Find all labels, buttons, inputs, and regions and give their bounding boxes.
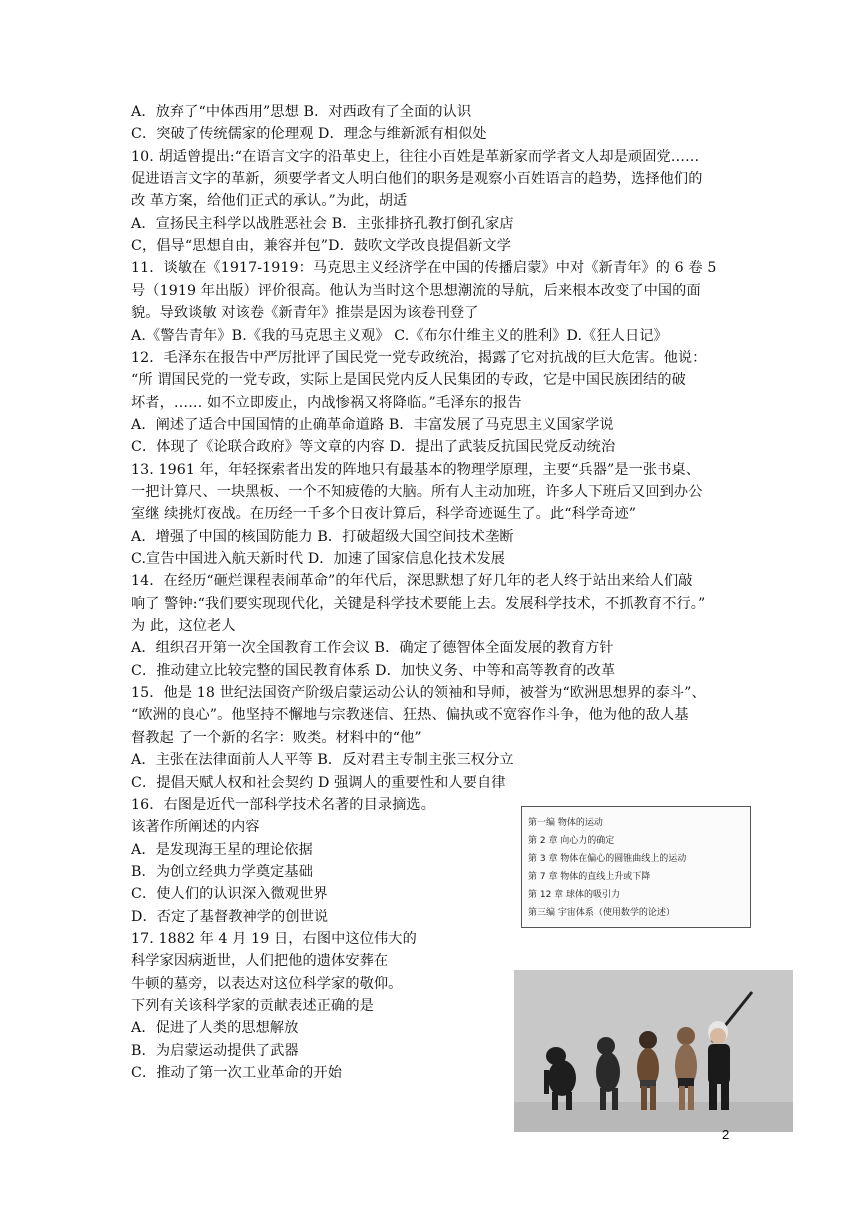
text-line: B．为启蒙运动提供了武器 <box>131 1042 299 1059</box>
toc-excerpt-box <box>521 806 751 928</box>
text-line: 响了 警钟:“我们要实现现代化，关键是科学技术要能上去。发展科学技术，不抓教育不行。” <box>131 595 706 612</box>
text-line: 貌。导致谈敏 对该卷《新青年》推崇是因为该卷刊登了 <box>131 305 479 322</box>
text-line: 12．毛泽东在报告中严厉批评了国民党一党专政统治，揭露了它对抗战的巨大危害。他说： <box>131 349 707 366</box>
text-line: 改 革方案，给他们正式的承认。”为此，胡适 <box>131 193 408 210</box>
text-line: 10. 胡适曾提出:“在语言文字的沿革史上，往往小百姓是革新家而学者文人却是顽固党…… <box>131 148 700 165</box>
text-line: C．推动了第一次工业革命的开始 <box>131 1065 342 1082</box>
toc-line: 第 2 章 向心力的确定 <box>528 836 615 846</box>
text-line: 为 此，这位老人 <box>131 618 236 635</box>
page-number: 2 <box>722 1127 730 1142</box>
text-line: C．体现了《论联合政府》等文章的内容 D．提出了武装反抗国民党反动统治 <box>131 439 616 456</box>
text-line: C.宣告中国进入航天新时代 D．加速了国家信息化技术发展 <box>131 551 506 567</box>
text-line: 11．谈敏在《1917-1919：马克思主义经济学在中国的传播启蒙》中对《新青年》的 6 卷 5 <box>131 260 717 277</box>
text-line: A．促进了人类的思想解放 <box>131 1020 299 1037</box>
text-line: 15．他是 18 世纪法国资产阶级启蒙运动公认的领袖和导师，被誉为“欧洲思想界的泰斗”、 <box>131 685 706 702</box>
text-line: 室继 续挑灯夜战。在历经一千多个日夜计算后，科学奇迹诞生了。此“科学奇迹” <box>131 506 637 523</box>
text-line: 该著作所阐述的内容 <box>131 819 260 836</box>
text-line: C，倡导“思想自由，兼容并包”D．鼓吹文学改良提倡新文学 <box>131 238 512 255</box>
toc-line: 第三编 宇宙体系（使用数学的论述） <box>528 908 675 918</box>
toc-line: 第 3 章 物体在偏心的圆锥曲线上的运动 <box>528 854 687 864</box>
text-line: A．是发现海王星的理论依据 <box>131 841 313 858</box>
text-line: “欧洲的良心”。他坚持不懈地与宗教迷信、狂热、偏执或不宽容作斗争，他为他的敌人基 <box>131 707 689 724</box>
text-line: 16．右图是近代一部科学技术名著的目录摘选。 <box>131 796 436 813</box>
text-line: A．主张在法律面前人人平等 B．反对君主专制主张三权分立 <box>131 752 514 769</box>
text-line: 17. 1882 年 4 月 19 日，右图中这位伟大的 <box>131 930 417 947</box>
text-line: 促进语言文字的革新，须要学者文人明白他们的职务是观察小百姓语言的趋势，选择他们的 <box>131 171 703 188</box>
text-line: A．阐述了适合中国国情的止确革命道路 B．丰富发展了马克思主义国家学说 <box>131 416 614 433</box>
text-line: C．使人们的认识深入微观世界 <box>131 886 328 903</box>
text-line: “所 谓国民党的一党专政，实际上是国民党内反人民集团的专政，它是中国民族团结的破 <box>131 372 686 389</box>
text-line: A.《警告青年》B.《我的马克思主义观》 C.《布尔什维主义的胜利》D.《狂人日记》 <box>131 327 668 344</box>
text-line: B．为创立经典力学奠定基础 <box>131 863 313 880</box>
text-line: A．增强了中国的核国防能力 B．打破超级大国空间技术垄断 <box>131 528 514 545</box>
text-line: D．否定了基督教神学的创世说 <box>131 908 329 925</box>
text-line: 下列有关该科学家的贡献表述正确的是 <box>131 998 374 1014</box>
text-line: A．放弃了“中体西用”思想 B．对西政有了全面的认识 <box>131 104 472 120</box>
toc-line: 第 7 章 物体的直线上升或下降 <box>528 872 651 882</box>
text-line: 牛顿的墓旁，以表达对这位科学家的敬仰。 <box>131 975 403 992</box>
text-line: C．突破了传统儒家的伦理观 D．理念与维新派有相似处 <box>131 126 487 143</box>
text-line: 号（1919 年出版）评价很高。他认为当时这个思想潮流的导航，后来根本改变了中国的面 <box>131 282 701 299</box>
evolution-illustration <box>514 970 793 1132</box>
text-line: 科学家因病逝世，人们把他的遗体安葬在 <box>131 953 389 970</box>
toc-line: 第一编 物体的运动 <box>528 818 603 828</box>
text-line: 14．在经历“砸烂课程表闹革命”的年代后，深思默想了好几年的老人终于站出来给人们敲 <box>131 573 693 590</box>
toc-line: 第 12 章 球体的吸引力 <box>528 890 621 900</box>
text-line: 坏者，…… 如不立即废止，内战惨祸又将降临。”毛泽东的报告 <box>131 394 522 411</box>
text-line: A．宣扬民主科学以战胜恶社会 B．主张排挤孔教打倒孔家店 <box>131 215 514 232</box>
text-line: C．提倡天赋人权和社会契约 D 强调人的重要性和人要自律 <box>131 774 506 791</box>
text-line: A．组织召开第一次全国教育工作会议 B．确定了德智体全面发展的教育方针 <box>131 640 614 657</box>
text-line: 督教起 了一个新的名字：败类。材料中的“他” <box>131 729 422 746</box>
text-line: C．推动建立比较完整的国民教育体系 D．加快义务、中等和高等教育的改革 <box>131 662 616 679</box>
text-line: 一把计算尺、一块黑板、一个不知疲倦的大脑。所有人主动加班，许多人下班后又回到办公 <box>131 483 703 500</box>
text-line: 13. 1961 年，年轻探索者出发的阵地只有最基本的物理学原理，主要“兵器”是一张书桌、 <box>131 461 701 478</box>
